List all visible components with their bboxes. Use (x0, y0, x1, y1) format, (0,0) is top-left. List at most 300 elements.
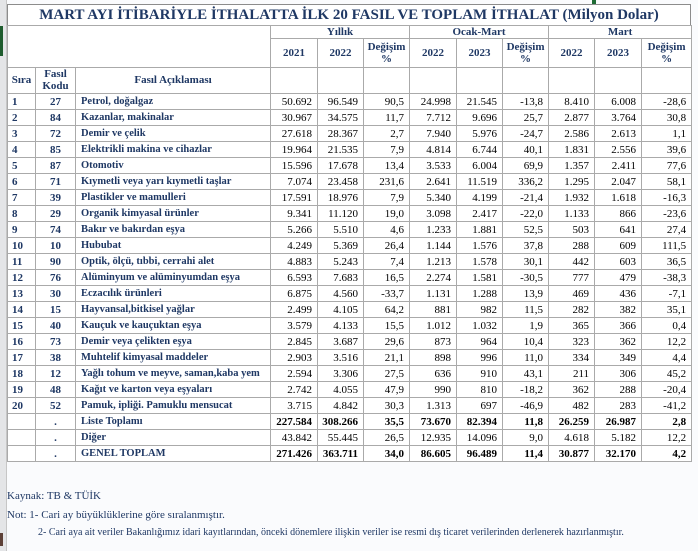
cell-value-1: 4.842 (318, 398, 364, 414)
cell-value-7: 2.613 (595, 126, 642, 142)
cell-value-6: 442 (549, 254, 595, 270)
cell-value-5: 25,7 (503, 110, 549, 126)
cell-value-8: 45,2 (642, 366, 692, 382)
cell-sira: 16 (8, 334, 36, 350)
cell-value-4: 910 (457, 366, 503, 382)
cell-fasil-aciklamasi: Kauçuk ve kauçuktan eşya (76, 318, 271, 334)
cell-sira: 4 (8, 142, 36, 158)
cell-fasil-aciklamasi: Diğer (76, 430, 271, 446)
blank-cell (410, 68, 457, 94)
cell-value-6: 1.357 (549, 158, 595, 174)
cell-value-2: 30,3 (364, 398, 410, 414)
cell-value-6: 288 (549, 238, 595, 254)
cell-value-0: 9.341 (271, 206, 318, 222)
cell-sira: 9 (8, 222, 36, 238)
cell-fasil-kodu: 76 (36, 270, 76, 286)
cell-value-6: 503 (549, 222, 595, 238)
cell-value-6: 365 (549, 318, 595, 334)
col-header-mart-degisim: Değişim % (642, 39, 692, 68)
blank-cell (595, 68, 642, 94)
footer-notes (7, 487, 624, 541)
table-row (8, 286, 692, 302)
cell-sira: 6 (8, 174, 36, 190)
cell-fasil-kodu: 38 (36, 350, 76, 366)
cell-value-7: 866 (595, 206, 642, 222)
cell-value-3: 898 (410, 350, 457, 366)
cell-fasil-aciklamasi: Kağıt ve karton veya eşyaları (76, 382, 271, 398)
cell-sira: 10 (8, 238, 36, 254)
cell-value-3: 5.340 (410, 190, 457, 206)
cell-value-5: -30,5 (503, 270, 549, 286)
col-header-sira: Sıra (8, 68, 36, 94)
cell-value-5: -22,0 (503, 206, 549, 222)
cell-value-3: 1.213 (410, 254, 457, 270)
cell-fasil-aciklamasi: Kazanlar, makinalar (76, 110, 271, 126)
import-table (7, 25, 692, 462)
cell-value-5: 37,8 (503, 238, 549, 254)
cell-value-5: -21,4 (503, 190, 549, 206)
cell-fasil-aciklamasi: Elektrikli makina ve cihazlar (76, 142, 271, 158)
cell-value-2: -33,7 (364, 286, 410, 302)
cell-value-7: 366 (595, 318, 642, 334)
cell-fasil-aciklamasi: Eczacılık ürünleri (76, 286, 271, 302)
cell-value-0: 2.594 (271, 366, 318, 382)
cell-value-4: 982 (457, 302, 503, 318)
cell-value-1: 5.510 (318, 222, 364, 238)
cell-value-4: 5.976 (457, 126, 503, 142)
blank-cell (318, 68, 364, 94)
cell-fasil-aciklamasi: Hayvansal,bitkisel yağlar (76, 302, 271, 318)
cell-value-1: 23.458 (318, 174, 364, 190)
cell-sira: 20 (8, 398, 36, 414)
cell-value-7: 32.170 (595, 446, 642, 462)
table-row (8, 254, 692, 270)
cell-value-3: 7.712 (410, 110, 457, 126)
cell-fasil-kodu: 84 (36, 110, 76, 126)
cell-value-7: 436 (595, 286, 642, 302)
cell-value-3: 990 (410, 382, 457, 398)
table-row (8, 366, 692, 382)
cell-value-5: 9,0 (503, 430, 549, 446)
cell-value-6: 282 (549, 302, 595, 318)
cell-value-3: 24.998 (410, 94, 457, 110)
cell-value-8: 2,8 (642, 414, 692, 430)
blank-corner-cell (8, 26, 271, 68)
group-header-row (8, 26, 692, 39)
cell-value-7: 382 (595, 302, 642, 318)
cell-sira: 15 (8, 318, 36, 334)
table-row (8, 126, 692, 142)
cell-value-6: 30.877 (549, 446, 595, 462)
cell-sira: 17 (8, 350, 36, 366)
cell-fasil-aciklamasi: GENEL TOPLAM (76, 446, 271, 462)
cell-value-4: 1.578 (457, 254, 503, 270)
col-header-ocakmart-2022: 2022 (410, 39, 457, 68)
selection-artifact-left (0, 26, 3, 56)
table-row (8, 222, 692, 238)
cell-value-5: 30,1 (503, 254, 549, 270)
cell-fasil-aciklamasi: Yağlı tohum ve meyve, saman,kaba yem (76, 366, 271, 382)
cell-value-0: 2.903 (271, 350, 318, 366)
cell-value-4: 697 (457, 398, 503, 414)
cell-value-0: 50.692 (271, 94, 318, 110)
blank-cell (549, 68, 595, 94)
cell-sira: 19 (8, 382, 36, 398)
col-group-ocak-mart: Ocak-Mart (410, 26, 549, 39)
cell-value-3: 636 (410, 366, 457, 382)
cell-fasil-kodu: 29 (36, 206, 76, 222)
cell-value-1: 5.243 (318, 254, 364, 270)
cell-value-3: 2.641 (410, 174, 457, 190)
cell-value-5: 69,9 (503, 158, 549, 174)
cell-value-2: 7,9 (364, 190, 410, 206)
cell-value-2: 26,4 (364, 238, 410, 254)
blank-cell (503, 68, 549, 94)
cell-value-2: 34,0 (364, 446, 410, 462)
cell-value-8: 39,6 (642, 142, 692, 158)
cell-sira (8, 430, 36, 446)
cell-value-4: 1.576 (457, 238, 503, 254)
cell-value-5: -13,8 (503, 94, 549, 110)
cell-value-3: 881 (410, 302, 457, 318)
cell-value-4: 6.744 (457, 142, 503, 158)
col-header-yillik-degisim: Değişim % (364, 39, 410, 68)
cell-value-0: 7.074 (271, 174, 318, 190)
cell-value-6: 362 (549, 382, 595, 398)
cell-value-8: 12,2 (642, 334, 692, 350)
cell-value-8: 4,2 (642, 446, 692, 462)
cell-value-1: 4.105 (318, 302, 364, 318)
cell-value-7: 349 (595, 350, 642, 366)
cell-value-8: 30,8 (642, 110, 692, 126)
cell-value-3: 2.274 (410, 270, 457, 286)
total-row (8, 414, 692, 430)
cell-value-0: 6.875 (271, 286, 318, 302)
col-header-yillik-2021: 2021 (271, 39, 318, 68)
cell-value-4: 4.199 (457, 190, 503, 206)
cell-fasil-kodu: 74 (36, 222, 76, 238)
cell-value-2: 90,5 (364, 94, 410, 110)
col-header-ocakmart-2023: 2023 (457, 39, 503, 68)
report-sheet (7, 4, 691, 462)
table-row (8, 302, 692, 318)
table-row (8, 174, 692, 190)
cell-value-5: -46,9 (503, 398, 549, 414)
cell-value-8: 27,4 (642, 222, 692, 238)
table-row (8, 318, 692, 334)
cell-value-0: 3.579 (271, 318, 318, 334)
cell-value-7: 26.987 (595, 414, 642, 430)
cell-value-8: 111,5 (642, 238, 692, 254)
cell-fasil-kodu: 30 (36, 286, 76, 302)
cell-value-7: 641 (595, 222, 642, 238)
cell-value-0: 15.596 (271, 158, 318, 174)
label-header-row (8, 68, 692, 94)
cell-value-4: 9.696 (457, 110, 503, 126)
cell-sira: 11 (8, 254, 36, 270)
cell-fasil-kodu: . (36, 430, 76, 446)
cell-fasil-kodu: 12 (36, 366, 76, 382)
cell-value-2: 15,5 (364, 318, 410, 334)
cell-value-7: 2.047 (595, 174, 642, 190)
cell-value-2: 231,6 (364, 174, 410, 190)
col-header-mart-2023: 2023 (595, 39, 642, 68)
cell-value-3: 86.605 (410, 446, 457, 462)
table-row (8, 350, 692, 366)
cell-value-6: 2.877 (549, 110, 595, 126)
cell-value-2: 47,9 (364, 382, 410, 398)
cell-fasil-kodu: 40 (36, 318, 76, 334)
cell-value-8: -20,4 (642, 382, 692, 398)
cell-sira: 5 (8, 158, 36, 174)
cell-value-0: 3.715 (271, 398, 318, 414)
cell-fasil-kodu: 52 (36, 398, 76, 414)
cell-value-4: 1.581 (457, 270, 503, 286)
table-row (8, 382, 692, 398)
cell-fasil-kodu: 10 (36, 238, 76, 254)
cell-value-1: 34.575 (318, 110, 364, 126)
blank-cell (364, 68, 410, 94)
cell-value-2: 16,5 (364, 270, 410, 286)
cell-value-0: 4.883 (271, 254, 318, 270)
cell-value-8: -16,3 (642, 190, 692, 206)
table-row (8, 190, 692, 206)
cell-value-0: 271.426 (271, 446, 318, 462)
cell-value-8: 58,1 (642, 174, 692, 190)
cell-value-7: 3.764 (595, 110, 642, 126)
table-row (8, 110, 692, 126)
cell-value-4: 1.032 (457, 318, 503, 334)
cell-value-2: 11,7 (364, 110, 410, 126)
cell-fasil-aciklamasi: Hububat (76, 238, 271, 254)
cell-value-5: 11,0 (503, 350, 549, 366)
cell-value-2: 29,6 (364, 334, 410, 350)
cell-sira: 13 (8, 286, 36, 302)
cell-fasil-aciklamasi: Kıymetli veya yarı kıymetli taşlar (76, 174, 271, 190)
cell-value-0: 30.967 (271, 110, 318, 126)
cell-fasil-kodu: 87 (36, 158, 76, 174)
cell-value-0: 4.249 (271, 238, 318, 254)
cell-value-4: 11.519 (457, 174, 503, 190)
cell-value-8: 77,6 (642, 158, 692, 174)
cell-value-3: 73.670 (410, 414, 457, 430)
cell-sira: 12 (8, 270, 36, 286)
cell-value-1: 96.549 (318, 94, 364, 110)
cell-fasil-aciklamasi: Liste Toplamı (76, 414, 271, 430)
cell-value-4: 996 (457, 350, 503, 366)
cell-sira: 2 (8, 110, 36, 126)
cell-value-4: 21.545 (457, 94, 503, 110)
cell-value-8: 4,4 (642, 350, 692, 366)
cell-value-2: 4,6 (364, 222, 410, 238)
cell-value-0: 2.845 (271, 334, 318, 350)
cell-value-3: 12.935 (410, 430, 457, 446)
col-group-mart: Mart (549, 26, 692, 39)
cell-fasil-kodu: 27 (36, 94, 76, 110)
cell-value-8: -28,6 (642, 94, 692, 110)
cell-value-4: 82.394 (457, 414, 503, 430)
cell-value-7: 603 (595, 254, 642, 270)
table-row (8, 270, 692, 286)
cell-value-6: 1.133 (549, 206, 595, 222)
cell-value-8: 35,1 (642, 302, 692, 318)
cell-value-7: 609 (595, 238, 642, 254)
cell-fasil-aciklamasi: Muhtelif kimyasal maddeler (76, 350, 271, 366)
cell-value-5: 1,9 (503, 318, 549, 334)
cell-fasil-aciklamasi: Petrol, doğalgaz (76, 94, 271, 110)
cell-value-0: 227.584 (271, 414, 318, 430)
cell-value-2: 7,9 (364, 142, 410, 158)
cell-value-2: 26,5 (364, 430, 410, 446)
table-row (8, 94, 692, 110)
cell-sira (8, 446, 36, 462)
cell-value-6: 323 (549, 334, 595, 350)
page-title: MART AYI İTİBARİYLE İTHALATTA İLK 20 FASIL VE TOPLAM İTHALAT (Milyon Dolar) (7, 4, 691, 25)
cell-value-6: 482 (549, 398, 595, 414)
total-row (8, 446, 692, 462)
cell-value-3: 1.131 (410, 286, 457, 302)
cell-sira: 18 (8, 366, 36, 382)
total-row (8, 430, 692, 446)
col-header-mart-2022: 2022 (549, 39, 595, 68)
cell-value-7: 2.411 (595, 158, 642, 174)
source-note: Kaynak: TB & TÜİK (7, 490, 101, 502)
table-row (8, 158, 692, 174)
cell-value-4: 1.881 (457, 222, 503, 238)
cell-value-5: 43,1 (503, 366, 549, 382)
cell-fasil-kodu: 48 (36, 382, 76, 398)
cell-value-6: 2.586 (549, 126, 595, 142)
cell-sira: 8 (8, 206, 36, 222)
cell-value-7: 479 (595, 270, 642, 286)
cell-value-6: 1.932 (549, 190, 595, 206)
cell-value-1: 4.055 (318, 382, 364, 398)
cell-fasil-aciklamasi: Demir ve çelik (76, 126, 271, 142)
cell-value-8: 36,5 (642, 254, 692, 270)
table-row (8, 398, 692, 414)
col-group-yillik: Yıllık (271, 26, 410, 39)
cell-fasil-aciklamasi: Demir veya çelikten eşya (76, 334, 271, 350)
blank-cell (642, 68, 692, 94)
blank-cell (457, 68, 503, 94)
cell-fasil-kodu: . (36, 414, 76, 430)
cell-value-5: 13,9 (503, 286, 549, 302)
cell-value-1: 3.687 (318, 334, 364, 350)
cell-value-6: 469 (549, 286, 595, 302)
cell-fasil-aciklamasi: Plastikler ve mamulleri (76, 190, 271, 206)
cell-value-6: 777 (549, 270, 595, 286)
cell-value-8: -41,2 (642, 398, 692, 414)
cell-value-1: 11.120 (318, 206, 364, 222)
cell-value-3: 3.098 (410, 206, 457, 222)
cell-value-6: 211 (549, 366, 595, 382)
cell-value-0: 5.266 (271, 222, 318, 238)
cell-value-5: 11,4 (503, 446, 549, 462)
cell-sira: 14 (8, 302, 36, 318)
cell-value-4: 14.096 (457, 430, 503, 446)
cell-value-0: 2.499 (271, 302, 318, 318)
cell-value-1: 3.306 (318, 366, 364, 382)
cell-value-7: 306 (595, 366, 642, 382)
selection-artifact-bottom-left (0, 533, 3, 546)
cell-fasil-aciklamasi: Organik kimyasal ürünler (76, 206, 271, 222)
cell-value-3: 1.144 (410, 238, 457, 254)
cell-fasil-aciklamasi: Otomotiv (76, 158, 271, 174)
note-1: Not: 1- Cari ay büyüklüklerine göre sıralanmıştır. (7, 508, 225, 521)
cell-value-0: 27.618 (271, 126, 318, 142)
cell-fasil-aciklamasi: Optik, ölçü, tıbbi, cerrahi alet (76, 254, 271, 270)
cell-value-6: 4.618 (549, 430, 595, 446)
cell-value-5: -24,7 (503, 126, 549, 142)
cell-fasil-kodu: 72 (36, 126, 76, 142)
cell-value-7: 2.556 (595, 142, 642, 158)
cell-value-5: 11,8 (503, 414, 549, 430)
cell-value-8: -38,3 (642, 270, 692, 286)
cell-value-2: 19,0 (364, 206, 410, 222)
cell-sira: 3 (8, 126, 36, 142)
cell-value-1: 4.560 (318, 286, 364, 302)
cell-fasil-kodu: 39 (36, 190, 76, 206)
cell-value-3: 1.313 (410, 398, 457, 414)
cell-fasil-kodu: . (36, 446, 76, 462)
cell-value-1: 21.535 (318, 142, 364, 158)
table-row (8, 142, 692, 158)
cell-value-1: 7.683 (318, 270, 364, 286)
cell-value-8: 12,2 (642, 430, 692, 446)
cell-fasil-aciklamasi: Alüminyum ve alüminyumdan eşya (76, 270, 271, 286)
cell-value-7: 5.182 (595, 430, 642, 446)
excel-row-header-strip (0, 0, 7, 551)
cell-value-8: -23,6 (642, 206, 692, 222)
cell-value-0: 19.964 (271, 142, 318, 158)
table-body (8, 94, 692, 462)
cell-value-3: 873 (410, 334, 457, 350)
cell-value-0: 2.742 (271, 382, 318, 398)
cell-value-6: 334 (549, 350, 595, 366)
blank-cell (271, 68, 318, 94)
cell-value-4: 2.417 (457, 206, 503, 222)
cell-value-3: 3.533 (410, 158, 457, 174)
cell-value-3: 7.940 (410, 126, 457, 142)
cell-value-4: 96.489 (457, 446, 503, 462)
cell-value-1: 55.445 (318, 430, 364, 446)
cell-value-0: 17.591 (271, 190, 318, 206)
cell-value-1: 363.711 (318, 446, 364, 462)
cell-value-2: 7,4 (364, 254, 410, 270)
cell-value-2: 27,5 (364, 366, 410, 382)
table-row (8, 334, 692, 350)
cell-value-2: 35,5 (364, 414, 410, 430)
col-header-fasil-kodu: Fasıl Kodu (36, 68, 76, 94)
table-row (8, 206, 692, 222)
cell-value-7: 6.008 (595, 94, 642, 110)
cell-value-1: 308.266 (318, 414, 364, 430)
cell-value-1: 3.516 (318, 350, 364, 366)
cell-value-8: 1,1 (642, 126, 692, 142)
cell-value-5: 10,4 (503, 334, 549, 350)
cell-value-4: 964 (457, 334, 503, 350)
cell-sira (8, 414, 36, 430)
cell-value-0: 43.842 (271, 430, 318, 446)
cell-value-1: 28.367 (318, 126, 364, 142)
note-2: 2- Cari aya ait veriler Bakanlığımız idari kayıtlarından, önceki dönemlere ilişkin veriler ise resmi dış ticaret verilerinden derlenerek hazırlanmıştır. (38, 527, 624, 539)
cell-sira: 1 (8, 94, 36, 110)
cell-value-7: 288 (595, 382, 642, 398)
cell-fasil-aciklamasi: Bakır ve bakırdan eşya (76, 222, 271, 238)
cell-fasil-kodu: 90 (36, 254, 76, 270)
cell-value-4: 6.004 (457, 158, 503, 174)
cell-value-1: 4.133 (318, 318, 364, 334)
